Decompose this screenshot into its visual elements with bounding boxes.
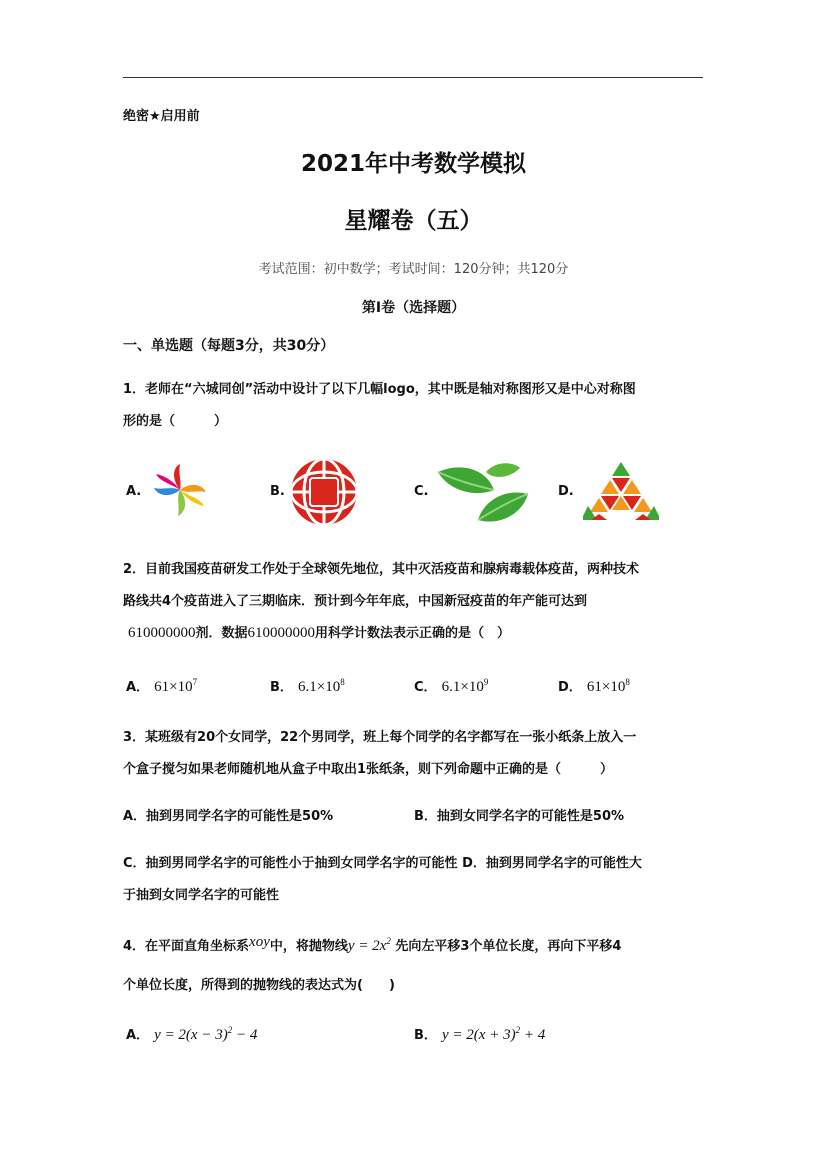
- q4-formula: $y = 2x^2$: [347, 936, 391, 954]
- q3-option-a: A．抽到男同学名字的可能性是50%: [123, 809, 334, 824]
- q1-option-d-label: D.: [558, 484, 574, 499]
- q1-option-b-label: B.: [270, 484, 285, 499]
- q4-line2: 个单位长度，所得到的抛物线的表达式为( ): [123, 978, 395, 993]
- header-rule: [123, 77, 703, 78]
- q4-tail: 先向左平移3个单位长度，再向下平移4: [395, 939, 622, 954]
- q2-option-c-value: $6.1\times 10^9$: [441, 677, 489, 695]
- q1-line2: 形的是（ ）: [123, 414, 228, 429]
- triangle-logo-icon: [583, 460, 659, 522]
- q4-option-b-label: B．: [414, 1028, 437, 1043]
- q3-line2: 个盒子搅匀如果老师随机地从盒子中取出1张纸条，则下列命题中正确的是（ ）: [123, 762, 614, 777]
- q2-option-c: [414, 676, 488, 696]
- page-title: 2021年中考数学模拟: [300, 151, 526, 177]
- exam-info: 考试范围：初中数学；考试时间：120分钟；共120分: [258, 262, 569, 277]
- q2-line1: 2．目前我国疫苗研发工作处于全球领先地位，其中灭活疫苗和腺病毒载体疫苗，两种技术: [123, 562, 640, 577]
- q1-line1: 1．老师在“六城同创”活动中设计了以下几幅logo，其中既是轴对称图形又是中心对称图: [123, 382, 636, 397]
- q2-option-a-value: $61\times 10^7$: [154, 677, 198, 695]
- q4-option-a-value: $y = 2(x - 3)^2 - 4$: [154, 1025, 258, 1043]
- part-title: 第I卷（选择题）: [361, 300, 466, 316]
- q2-option-d: [558, 676, 630, 696]
- q2-option-a: [126, 676, 197, 696]
- q4-option-b: [414, 1024, 545, 1044]
- q2-option-b-value: $6.1\times 10^8$: [298, 677, 345, 695]
- q4-var: xoy: [249, 934, 270, 950]
- q3-option-b: B．抽到女同学名字的可能性是50%: [414, 809, 625, 824]
- q2-option-d-value: $61\times 10^8$: [586, 677, 630, 695]
- green-leaves-logo-icon: [434, 460, 530, 526]
- q2-option-b: [270, 676, 345, 696]
- q2-tail: 用科学计数法表示正确的是（ ）: [315, 626, 511, 641]
- q2-option-b-label: B．: [270, 680, 293, 695]
- q4-option-a-label: A．: [126, 1028, 150, 1043]
- q2-line3: [128, 622, 510, 642]
- section-title: 一、单选题（每题3分，共30分）: [123, 338, 335, 354]
- q3-option-c-d: C．抽到男同学名字的可能性小于抽到女同学名字的可能性 D．抽到男同学名字的可能性大: [123, 856, 642, 871]
- q2-option-a-label: A．: [126, 680, 150, 695]
- q2-text: 剂．数据: [195, 626, 248, 641]
- q4-option-b-value: $y = 2(x + 3)^2 + 4$: [442, 1025, 546, 1043]
- q4-line1: [123, 934, 621, 955]
- red-globe-logo-icon: [290, 458, 358, 526]
- q1-option-a-label: A.: [126, 484, 142, 499]
- secret-label: 绝密★启用前: [123, 109, 200, 124]
- q2-number: 610000000: [128, 625, 196, 641]
- q3-line1: 3．某班级有20个女同学，22个男同学，班上每个同学的名字都写在一张小纸条上放入一: [123, 730, 637, 745]
- q4-pre: 4．在平面直角坐标系: [123, 939, 250, 954]
- q2-option-c-label: C．: [414, 680, 437, 695]
- q2-line2: 路线共4个疫苗进入了三期临床．预计到今年年底，中国新冠疫苗的年产能可达到: [123, 594, 588, 609]
- q2-option-d-label: D．: [558, 680, 582, 695]
- q2-number-2: 610000000: [247, 625, 316, 641]
- q4-mid: 中，将抛物线: [269, 939, 348, 954]
- pinwheel-logo-icon: [150, 460, 210, 520]
- q4-option-a: [126, 1024, 257, 1044]
- q1-option-c-label: C.: [414, 484, 429, 499]
- page-subtitle: 星耀卷（五）: [344, 208, 483, 234]
- q3-option-d-cont: 于抽到女同学名字的可能性: [123, 888, 280, 903]
